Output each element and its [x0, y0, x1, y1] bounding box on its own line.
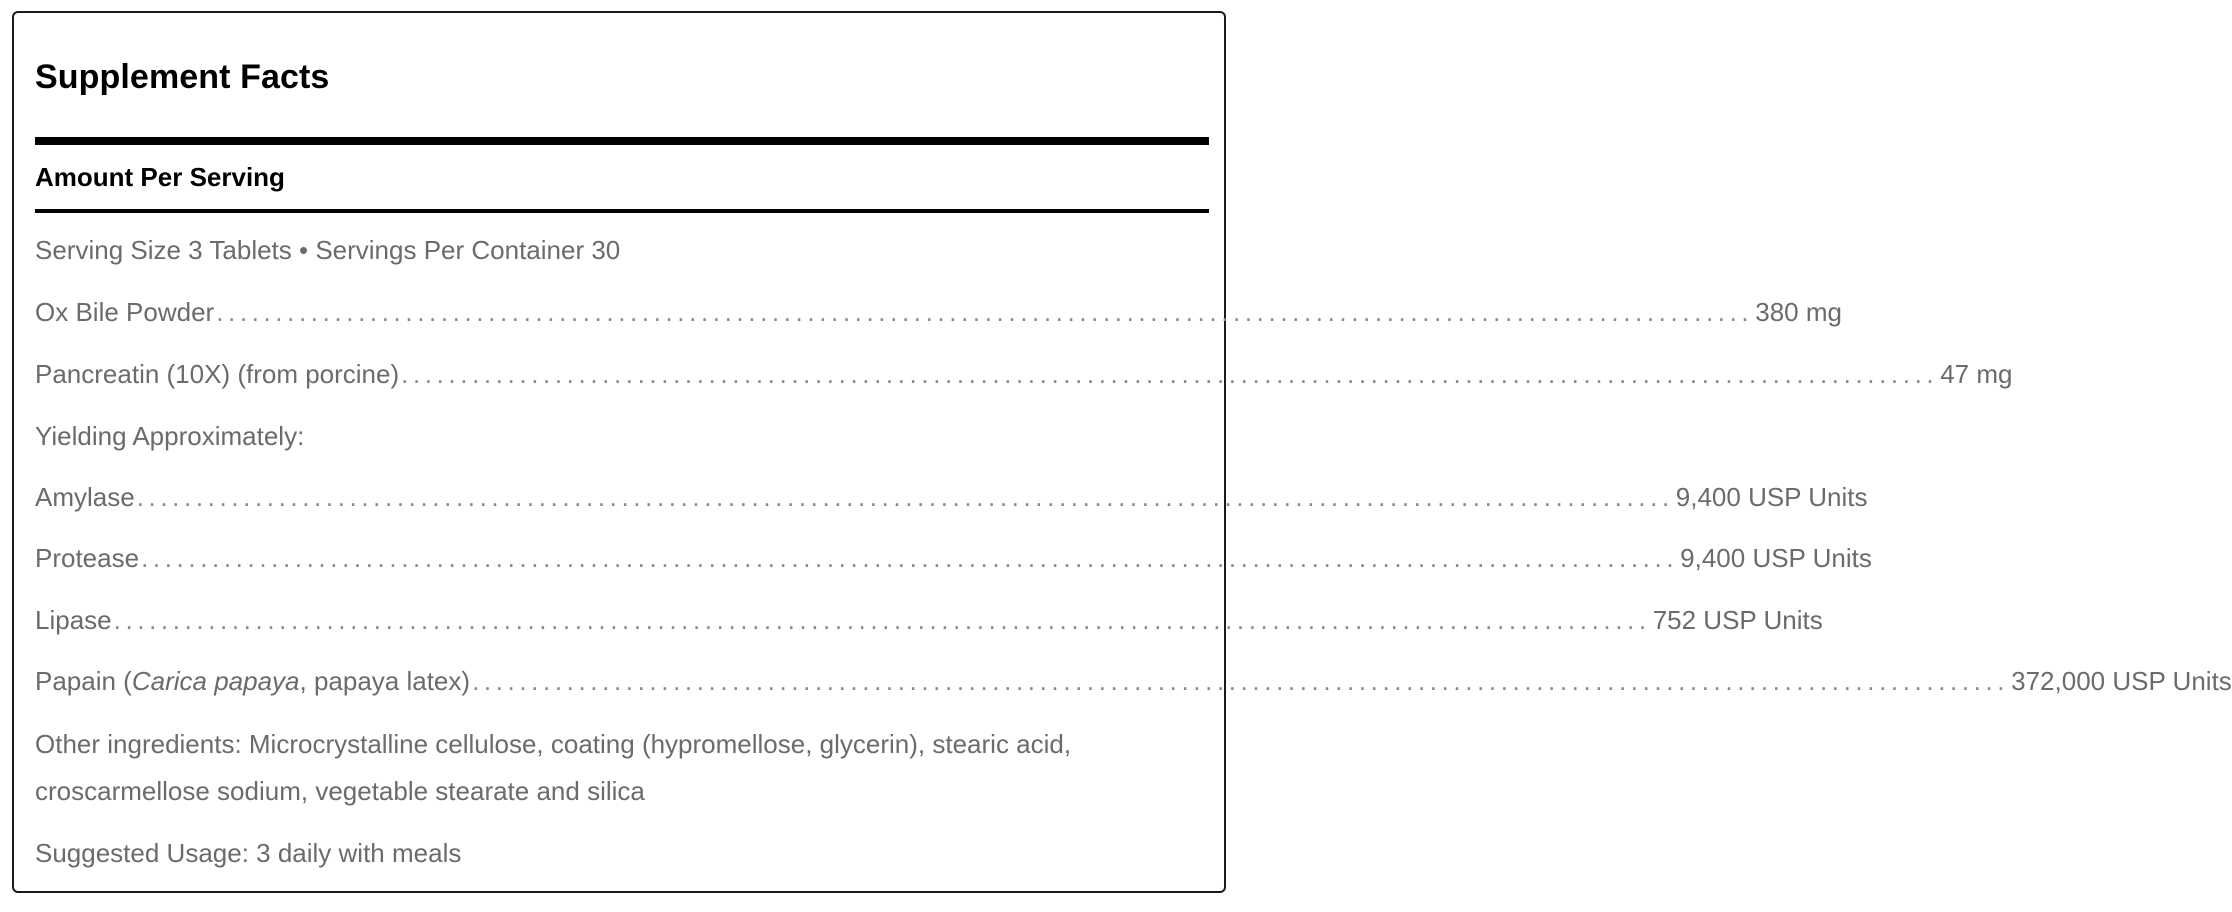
ingredient-row-ox-bile [35, 295, 1842, 329]
medium-divider [35, 209, 1209, 213]
amount-per-serving-heading: Amount Per Serving [35, 162, 285, 192]
papain-prefix: Papain ( [35, 666, 132, 696]
ingredient-label: Lipase [35, 605, 112, 635]
ingredient-amount: 47 mg [1940, 359, 2013, 389]
papain-suffix: , papaya latex) [299, 666, 471, 696]
ingredient-amount: 9,400 USP Units [1675, 482, 1868, 512]
dot-leader: .................................................................................................................................. [401, 359, 1939, 389]
ingredient-label: Ox Bile Powder [35, 297, 215, 327]
dot-leader: .................................................................................................................................. [472, 666, 2010, 696]
ingredient-amount: 9,400 USP Units [1680, 543, 1872, 573]
dot-leader: .................................................................................................................................. [216, 297, 1754, 327]
ingredient-row-lipase [35, 603, 1823, 637]
thick-divider [35, 137, 1209, 145]
dot-leader: .................................................................................................................................. [113, 605, 1651, 635]
ingredient-amount: 380 mg [1755, 297, 1842, 327]
ingredient-label: Pancreatin (10X) (from porcine) [35, 359, 400, 389]
ingredient-amount: 372,000 USP Units [2011, 666, 2232, 696]
ingredient-label: Protease [35, 543, 140, 573]
ingredient-row-pancreatin [35, 357, 2013, 391]
ingredient-row-protease [35, 541, 1872, 575]
ingredient-amount: 752 USP Units [1652, 605, 1823, 635]
dot-leader: .................................................................................................................................. [141, 543, 1679, 573]
other-ingredients: Other ingredients: Microcrystalline cellulose, coating (hypromellose, glycerin), stearic acid, croscarmellose sodium, vegetable stearate and silica [35, 729, 1072, 806]
supplement-facts-panel [12, 11, 2232, 893]
yielding-approximately-label: Yielding Approximately: [35, 421, 305, 451]
papain-species: Carica papaya [131, 666, 300, 696]
ingredient-label [35, 664, 470, 698]
ingredient-row-papain [35, 664, 2232, 698]
ingredient-label: Amylase [35, 482, 135, 512]
serving-info: Serving Size 3 Tablets • Servings Per Container 30 [35, 235, 621, 265]
dot-leader: .................................................................................................................................. [136, 482, 1674, 512]
panel-title: Supplement Facts [35, 58, 330, 96]
ingredient-row-amylase [35, 480, 1868, 514]
suggested-usage: Suggested Usage: 3 daily with meals [35, 838, 462, 868]
